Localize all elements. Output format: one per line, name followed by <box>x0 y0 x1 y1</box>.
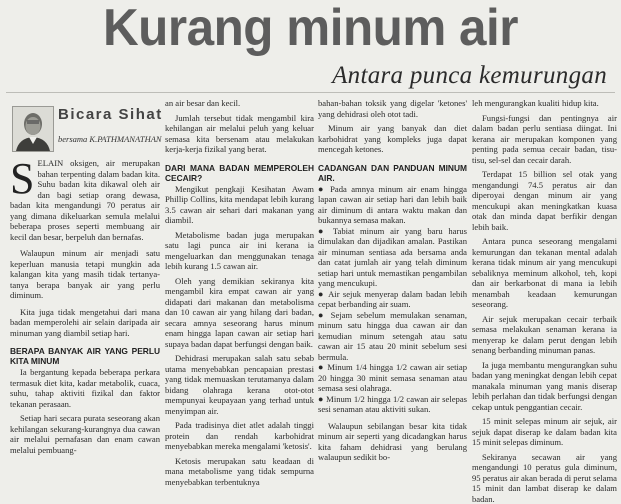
paragraph: Walaupun sebilangan besar kita tidak minum air seperti yang dicadangkan harus kita faham dehidrasi yang berulang walaupun sedikit bo- <box>318 421 467 463</box>
bullet-icon: ● <box>318 226 333 236</box>
bullet-item <box>318 362 467 394</box>
paragraph: Walaupun minum air menjadi satu keperluan manusia tetapi mungkin ada kalangan kita yang masih tidak tertanya-tanya berapa banyak air yang perlu diminum. <box>10 248 160 301</box>
bullet-icon: ● <box>318 184 330 194</box>
author-name: bersama K.PATHMANATHAN <box>58 134 162 144</box>
bullet-item <box>318 394 467 415</box>
paragraph: an air besar dan kecil. <box>165 98 314 109</box>
bullet-text: Minum 1/2 hingga 1/2 cawan air selepas sesi senaman atau aktiviti sukan. <box>318 394 467 415</box>
article-column-3 <box>318 98 467 454</box>
article-column-1 <box>10 158 160 454</box>
bullet-icon: ● <box>318 362 327 372</box>
bullet-text: Tabiat minum air yang baru harus dimulakan dan dijadikan amalan. Pastikan air minuman sentiasa ada bersama anda dan catat jumlah air yang telah diminum setiap hari untuk memastikan pengambilan yang mencukupi. <box>318 226 467 289</box>
article-column-2 <box>165 98 314 454</box>
paragraph: Kita juga tidak mengetahui dari mana badan memperolehi air selain daripada air minuman yang diambil setiap hari. <box>10 307 160 339</box>
header-divider <box>6 92 615 93</box>
section-heading: BERAPA BANYAK AIR YANG PERLU KITA MINUM <box>10 346 160 366</box>
paragraph: Ia bergantung kepada beberapa perkara termasuk diet kita, kadar metabolik, cuaca, suhu, tahap aktiviti fizikal dan faktor tekanan perasaan. <box>10 367 160 409</box>
paragraph: Metabolisme badan juga merupakan satu lagi punca air ini kerana ia mengeluarkan dan menggunakan tenaga lebih kurang 1.5 cawan air. <box>165 230 314 272</box>
paragraph: Ia juga membantu mengurangkan suhu badan yang meningkat dengan lebih cepat manakala minuman yang manis diserap lebih perlahan dan tidak berfungsi dengan cekap untuk penggantian cecair. <box>472 360 617 413</box>
paragraph-text: ELAIN oksigen, air merupakan bahan terpenting dalam badan kita. Suhu badan kita dikawal oleh air dan bagi setiap orang dewasa, badan kita mengandungi 70 peratus air yang dimana dikeluarkan semula melalui beberapa proses seperti membuang air kecil dan besar, berpeluh dan bernafas. <box>10 158 160 242</box>
bullet-item <box>318 184 467 226</box>
paragraph: Antara punca seseorang mengalami kemurungan dan tekanan mental adalah kerana tidak minum air yang mencukupi sebaliknya meminum alkohol, teh, kopi dan air berkarbonat di mana ia lebih menambah keadaan kemurungan seseorang. <box>472 236 617 310</box>
headline: Kurang minum air <box>16 2 606 54</box>
paragraph: Minum air yang banyak dan diet karbohidrat yang kompleks juga dapat mencegah ketones. <box>318 123 467 155</box>
bullet-icon: ● <box>318 289 328 299</box>
paragraph: Air sejuk merupakan cecair terbaik semasa melakukan senaman kerana ia menyerap ke dalam perut dengan lebih senang berbanding minuman panas. <box>472 314 617 356</box>
section-heading: DARI MANA BADAN MEMPEROLEH CECAIR? <box>165 163 314 183</box>
paragraph: Mengikut pengkaji Kesihatan Awam Phillip Collins, kita mendapat lebih kurang 3.5 cawan air sehari dari makanan yang diambil. <box>165 184 314 226</box>
paragraph: Sekiranya secawan air yang mengandungi 10 peratus gula diminum, 95 peratus air akan berada di perut selama 15 minit dan lambat diserap ke dalam badan. <box>472 452 617 504</box>
paragraph: Ketosis merupakan satu keadaan di mana metabolisme yang tidak sempurna menyebabkan terbentuknya <box>165 456 314 488</box>
column-name: Bicara Sihat <box>58 106 163 123</box>
author-photo <box>12 106 54 152</box>
dropcap: S <box>10 160 34 198</box>
bullet-item <box>318 226 467 289</box>
bullet-item <box>318 289 467 310</box>
paragraph: 15 minit selepas minum air sejuk, air sejuk dapat diserap ke dalam badan kita 15 minit selepas diminum. <box>472 416 617 448</box>
bullet-item <box>318 310 467 363</box>
paragraph: Oleh yang demikian sekiranya kita mengambil kira empat cawan air yang didapati dari makanan dan metabolisma dan 10 cawan air yang hilang dari badan, secara amnya seseorang harus minum enam hingga lapan cawan air setiap hari supaya badan dapat berfungsi dengan baik. <box>165 276 314 350</box>
author-portrait-icon <box>13 107 53 151</box>
paragraph: Setiap hari secara purata seseorang akan kehilangan sekurang-kurangnya dua cawan air melalui pernafasan dan enam cawan melalui pembuang- <box>10 413 160 455</box>
bullet-text: Air sejuk menyerap dalam badan lebih cepat berbanding air suam. <box>318 289 467 310</box>
bullet-icon: ● <box>318 310 331 320</box>
bullet-icon: ● <box>318 394 326 404</box>
article-column-4 <box>472 98 617 454</box>
paragraph: bahan-bahan toksik yang digelar 'ketones' yang dehidrasi oleh otot tadi. <box>318 98 467 119</box>
paragraph: Jumlah tersebut tidak mengambil kira kehilangan air melalui peluh yang keluar semasa kita bersenam atau melakukan kerja-kerja fizikal yang berat. <box>165 113 314 155</box>
byline <box>12 104 162 156</box>
bullet-text: Minum 1/4 hingga 1/2 cawan air setiap 20 hingga 30 minit semasa senaman atau semasa sesi olahraga. <box>318 362 467 393</box>
section-heading: CADANGAN DAN PANDUAN MINUM AIR. <box>318 163 467 183</box>
paragraph: Dehidrasi merupakan salah satu sebab utama menyebabkan pencapaian prestasi yang tidak memuaskan terutamanya dalam bidang olahraga kerana otot-otot mempunyai keupayaan yang terhad untuk menyimpan air. <box>165 353 314 416</box>
bullet-text: Sejam sebelum memulakan senaman, minum satu hingga dua cawan air dan kemudian minum setengah atau satu cawan air 15 atau 20 minit sebelum sesi bermula. <box>318 310 467 362</box>
paragraph: Pada tradisinya diet atlet adalah tinggi protein dan rendah karbohidrat menyebabkan mereka mengalami 'ketosis'. <box>165 420 314 452</box>
subtitle: Antara punca kemurungan <box>332 62 607 90</box>
paragraph <box>10 158 160 242</box>
paragraph: Fungsi-fungsi dan pentingnya air dalam badan perlu sentiasa diingat. Ini kerana air merupakan komponen yang penting pada semua cecair badan, tisu-tisu, sel-sel dan cecair darah. <box>472 113 617 166</box>
paragraph: leh mengurangkan kualiti hidup kita. <box>472 98 617 109</box>
bullet-text: Pada amnya minum air enam hingga lapan cawan air setiap hari dan lebih baik air diminum di antara waktu makan dan bukannya semasa makan. <box>318 184 467 226</box>
paragraph: Terdapat 15 billion sel otak yang mengandungi 74.5 peratus air dan diperoyai dengan minum air yang mencukupi akan meningkatkan kuasa otak dan minda dapat berfikir dengan lebih baik. <box>472 169 617 232</box>
